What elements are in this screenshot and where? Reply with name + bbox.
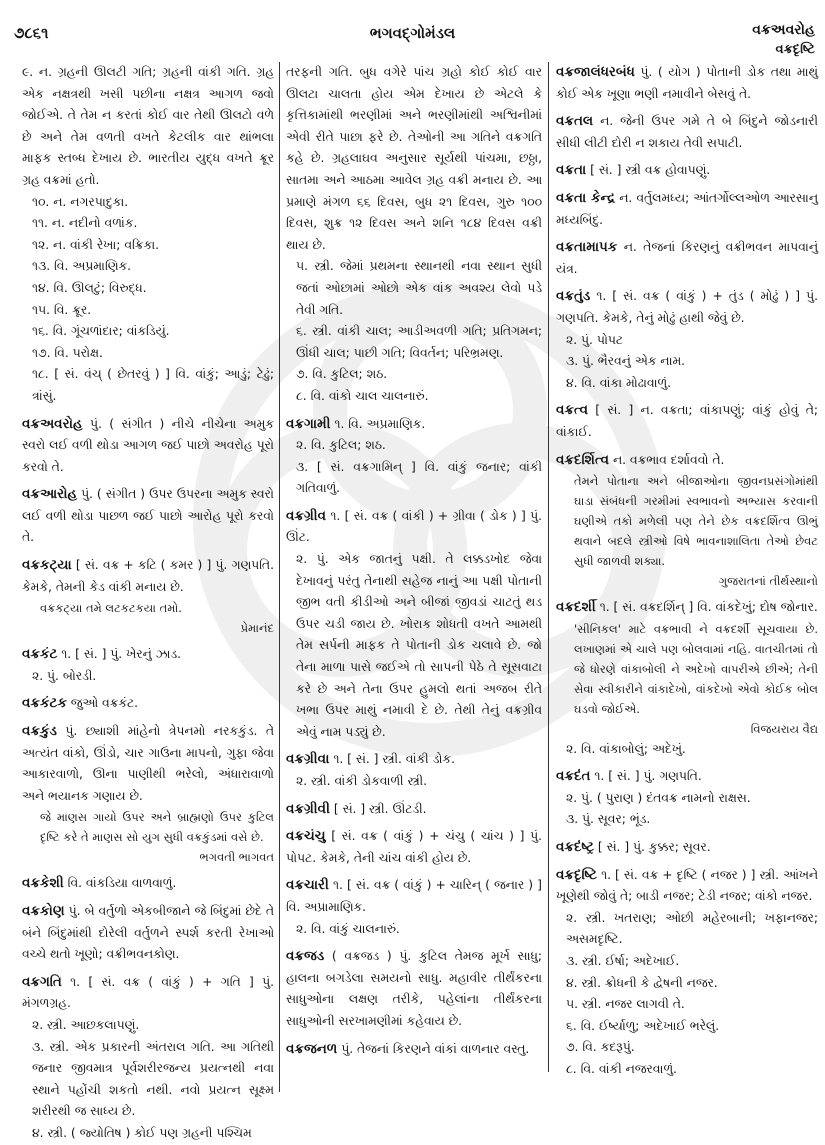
dictionary-entry (22, 873, 274, 895)
citation-quote: તેમને પોતાના અને બીજાઓના જીવનપ્રસંગોમાંથી ઘાડા સંબંધની ગરમીમાં સ્વભાવનો અભ્યાસ કરવાની ઘણીએ તકો મળેલી પણ તેને છેક વક્રદર્શિત્વ ઊભું થવાને બદલે સ્ત્રીઓ વિષે ભાવનાશાલિતા તેઓ છેવટ સુધી જાળવી શક્યા. (574, 474, 818, 569)
sense-text: પું. ( સંગીત ) નીચે નીચેના અમુક સ્વરો લઈ વળી થોડા આગળ જઈ પાછો અવરોહ પૂરો કરવો તે. (22, 416, 274, 474)
sense-line: ૨. પું. ( પુરાણ ) દંતવક્ર નામનો રાક્ષસ. (566, 790, 751, 805)
sense-line: ૯. ન. ગ્રહની ઊલટી ગતિ; ગ્રહની વાંકી ગતિ. ગ્રહ એક નક્ષત્રથી ખસી પછીના નક્ષત્ર આગળ જવો જોઈએ. તે તેમ ન કરતાં કોઈ વાર તેથી ઊલટો વળે છે અને તેમ વળતી વખતે કેટલીક વાર થાંભલા માફક સ્તબ્ધ દેખાય છે. ભારતીય યુદ્ધ વખતે ક્રૂર ગ્રહ વક્રમાં હતો. (22, 65, 274, 187)
dictionary-entry (286, 1039, 542, 1061)
headword: વક્રદંષ્ટ્ર (556, 839, 594, 856)
sense-line: ૨. સ્ત્રી. આછકલાપણું. (32, 1017, 140, 1032)
dictionary-entry (556, 237, 818, 280)
dictionary-title: ભગવદ્ગોમંડલ (369, 24, 456, 42)
dictionary-entry (556, 450, 818, 592)
sense-text: [ સં. ] પું. કુક્કર; સૂવર. (597, 840, 711, 855)
page-number: ૭૮૬૧ (14, 24, 49, 42)
sense-line: ૬. વિ. ઈર્ષ્યાળુ; અદેખાઈ ભરેલું. (566, 1018, 720, 1033)
dictionary-entry (286, 946, 542, 1032)
sense-line: ૧૧. ન. નદીનો વળાંક. (32, 216, 138, 231)
sense-text: ૧. [ સં. ] સ્ત્રી. વાંકી ડોક. (333, 752, 455, 767)
sense-line: ૩. [ સં. વક્રગામિન્ ] વિ. વાંકું જનાર; વાંકી ગતિવાળું. (296, 459, 542, 496)
dictionary-entry (556, 766, 818, 831)
column-2 (286, 62, 542, 1097)
guide-word-first: વક્રઅવરોહ (752, 22, 815, 38)
headword: વક્રગતિ (22, 973, 62, 990)
sense-text: પું. છ્યાશી માંહેનો ત્રેપનમો નરકકુંડ. તે અત્યંત વાંકો, ઊંડો, ચાર ગાઉના માપનો, ગુફા જેવા આકારવાળો, ઊના પાણીથી ભરેલો, અંધારાવાળો અને ભયાનક ગણાય છે. (22, 724, 274, 803)
headword: વક્રગ્રીવી (286, 800, 330, 817)
sense-text: પું. ( સંગીત ) ઉપર ઉપરના અમુક સ્વરો લઈ વળી થોડા પાછળ જઈ પાછો આરોહ પૂરો કરવો તે. (22, 487, 274, 545)
sense-text: ન. તેજનાં કિરણનું વક્રીભવન માપવાનું યંત્ર. (556, 240, 818, 276)
headword: વક્રતામાપક (556, 239, 618, 256)
citation-quote: 'સીનિકલ' માટે વક્રભાવી ને વક્રદર્શી સૂચવાયા છે. લખાણમાં એ ચાલે પણ બોલવામાં નહિ. વાતચીતમાં તો જે ધોરણે વાંકાબોલી ને અદેખો વાપરીએ છીએ; તેની સેવા સ્વીકારીને વાંકાદેખો, વાંકદેખો એવો કોઈક બોલ ઘડવો જોઈએ. (574, 621, 818, 716)
headword: વક્રકુંડ (22, 723, 57, 740)
sense-line: ૨. વિ. વાંકાબોલું; અદેખું. (566, 741, 686, 756)
sense-text: [ સં. ] સ્ત્રી. ઊંટડી. (333, 801, 427, 816)
guide-word-last: વક્રદૃષ્ટિ (775, 42, 815, 57)
sense-text: ૧. [ સં. વક્ર ( વાંકી ) + ગ્રીવા ( ડોક ) ] પું. ઊંટ. (286, 508, 542, 545)
headword: વક્રકેશી (22, 875, 64, 892)
headword: વક્રચંચુ (286, 828, 326, 845)
headword: વક્રતા (556, 162, 587, 179)
sense-text: ન. વર્તુલમધ્ય; આંતર્ગોલ્લઓળ આરસાનુ મધ્યબિંદુ. (556, 190, 818, 227)
sense-line: ૨. પું. પોપટ (566, 332, 624, 347)
sense-text: ન. જેની ઉપર ગમે તે બે બિંદુને જોડનારી સીધી લીટી દોરી ન શકાય તેવી સપાટી. (556, 114, 818, 150)
headword: વક્રદૃષ્ટિ (556, 866, 597, 883)
dictionary-entry (556, 837, 818, 859)
dictionary-entry (22, 484, 274, 549)
sense-line: ૩. પું. સૂવર; ભૂંડ. (566, 812, 651, 827)
dictionary-entry (22, 644, 274, 687)
sense-line: ૭. વિ. કદરૂપું. (566, 1040, 635, 1055)
headword: વક્રગ્રીવ (286, 507, 327, 524)
sense-line: ૪. વિ. વાંકા મોઢાવાળું. (566, 375, 672, 390)
sense-text: ( વક્રજડ ) પું. કુટિલ તેમજ મૂર્ખ સાધુ; હાલના બગડેલા સમયનો સાધુ. મહાવીર તીર્થંકરના સાધુઓના લક્ષણ તરીકે, પહેલાંના તીર્થંકરના સાધુઓની સરખામણીમાં કહેવાય છે. (286, 949, 542, 1028)
headword: વક્રદર્શિત્વ (556, 451, 610, 468)
sense-line: ૨. પું. એક જાતનું પક્ષી. તે લક્કડખોદ જેવા દેખાવનું પરંતુ તેનાથી સહેજ નાનું આ પક્ષી પોતાની જીભ વતી કીડીઓ અને બીજાં જીવડાં ચાટતું થડ ઉપર ચડી જાય છે. ખોરાક શોધતી વખતે આમથી તેમ સર્પની માફક તે પોતાની ડોક ચલાવે છે. જો તેના માળા પાસે જઈએ તો સાપની પેઠે તે સૂસવાટા કરે છે અને તેના ઉપર હુમલો થતાં અજબ રીતે ખભા ઉપર માથું નમાવી દે છે. તેથી તેનું વક્રગ્રીવ એવું નામ પડ્યું છે. (296, 552, 542, 739)
sense-text: વિ. વાંકડિયા વાળવાળું. (67, 876, 177, 891)
sense-line: ૨. પું. બોરડી. (32, 668, 97, 683)
sense-text: ૧. [ સં. વક્ર + દૃષ્ટિ ( નજર ) ] સ્ત્રી. આંખને ખૂણેથી જોવું તે; બાડી નજર; ટેડી નજર; વાંકો નજર. (556, 867, 818, 904)
sense-text: [ સં. ] ન. વક્રતા; વાંકાપણું; વાંકું હોવું તે; વાંકાઈ. (556, 403, 818, 439)
column-3 (556, 62, 818, 1097)
dictionary-entry (556, 597, 818, 760)
dictionary-entry (286, 799, 542, 821)
dictionary-entry (556, 865, 818, 1081)
dictionary-entry (286, 414, 542, 500)
sense-text: [ સં. ] સ્ત્રી વક્ર હોવાપણું. (590, 163, 711, 178)
page-header (0, 0, 825, 60)
sense-text: જુઓ વક્રકંટ. (70, 696, 139, 711)
citation-source: ભગવતી ભાગવત (199, 850, 274, 865)
dictionary-entry (286, 749, 542, 792)
dictionary-entry (556, 62, 818, 105)
sense-line: ૮. વિ. વાંકી નજરવાળું. (566, 1062, 677, 1076)
headword: વક્રઆરોહ (22, 486, 78, 503)
dictionary-entry (286, 875, 542, 940)
dictionary-entry (22, 414, 274, 479)
headword: વક્રઅવરોહ (22, 415, 83, 432)
sense-line: ૪. સ્ત્રી. ( જ્યોતિષ ) કોઈ પણ ગ્રહની પશ્ચિમ (32, 1125, 252, 1140)
sense-text: પું. તેજનાં કિરણને વાંકાં વાળનાર વસ્તુ. (341, 1041, 530, 1056)
column-1 (22, 62, 274, 1140)
dictionary-entry (22, 555, 274, 638)
sense-text: ૧. [ સં. વક્ર ( વાંકું ) + ગતિ ] પું. મંગળગ્રહ. (22, 974, 274, 1011)
dictionary-entry (22, 693, 274, 715)
sense-line: ૧૮. [ સં. વંચ્ ( છેતરવું ) ] વિ. વાંકું; આડું; ટેઢું; ત્રાંસું. (32, 367, 274, 403)
sense-text: ૧. વિ. અપ્રમાણિક. (334, 416, 426, 431)
sense-line: ૫. સ્ત્રી. નજર લાગવી તે. (566, 997, 685, 1012)
headword: વક્રત્વ (556, 402, 588, 419)
sense-line: ૫. સ્ત્રી. જેમાં પ્રથમના સ્થાનથી નવા સ્થાન સુધી જતાં ઓછામાં ઓછો એક વાંક અવશ્ય લેવો પડે તેવી ગતિ. (296, 259, 542, 317)
dictionary-entry (556, 111, 818, 154)
headword: વક્રદર્શી (556, 599, 596, 616)
dictionary-entry (556, 286, 818, 394)
headword: વક્રજડ (286, 948, 325, 965)
entry-continuation (22, 62, 274, 408)
sense-line: ૧૭. વિ. પરોક્ષ. (32, 345, 103, 360)
sense-line: ૧૪. વિ. ઊલટું; વિરુદ્ધ. (32, 280, 147, 295)
sense-text: ૧. [ સં. ] પું. ખેરનું ઝાડ. (61, 647, 182, 662)
sense-line: ૨. સ્ત્રી. ખતરાણ; ઓછી મહેરબાની; ખફાનજર; અસમદૃષ્ટિ. (566, 910, 818, 947)
headword: વક્રગામી (286, 415, 331, 432)
sense-line: ૨. વિ. વાંકું ચાલનારું. (296, 921, 400, 936)
headword: વક્રતલ (556, 113, 594, 130)
headword: વક્રકટ્યા (22, 557, 72, 574)
sense-line: ૩. પું. ભૈરવનું એક નામ. (566, 354, 686, 369)
headword: વક્રચારી (286, 877, 329, 894)
dictionary-entry (286, 506, 542, 744)
sense-line: ૨. સ્ત્રી. વાંકી ડોકવાળી સ્ત્રી. (296, 774, 428, 788)
citation-source: વિજયરાય વૈદ્ય (750, 721, 818, 736)
sense-line: ૧૬. વિ. ગૂંચળાંદાર; વાંકડિયું. (32, 324, 170, 339)
entry-continuation (286, 62, 542, 408)
sense-text: ૧. [ સં. વક્ર ( વાંકું ) + ચારિન્ ( જનાર ) ] વિ. અપ્રામાણિક. (286, 878, 542, 914)
sense-line: ૧૦. ન. નગરપાદુકા. (32, 194, 129, 209)
sense-text: [ સં. વક્ર + કટિ ( કમર ) ] પું. ગણપતિ. કેમકે, તેમની કેડ વાંકી મનાય છે. (22, 558, 274, 594)
sense-line: ૩. સ્ત્રી. ઈર્ષા; અદેખાઈ. (566, 954, 680, 969)
headword: વક્રતુંડ (556, 288, 591, 305)
headword: વક્રતા કેન્દ્ર (556, 189, 616, 206)
dictionary-entry (286, 826, 542, 869)
headword: વક્રકંટક (22, 695, 67, 712)
sense-line: ૩. સ્ત્રી. એક પ્રકારની અંતરાલ ગતિ. આ ગતિથી જનાર જીવમાત્ર પૂર્વશરીરજન્ય પ્રયત્નથી નવા સ્થાને પહોંચી શકતો નથી. નવો પ્રયત્ન સૂક્ષ્મ શરીરથી જ સાધ્ય છે. (32, 1039, 274, 1119)
dictionary-entry (22, 721, 274, 867)
sense-text: ન. વક્રભાવ દર્શાવવો તે. (612, 452, 725, 467)
dictionary-entry (22, 972, 274, 1145)
sense-line: ૭. વિ. કુટિલ; શઠ. (296, 367, 388, 382)
dictionary-entry (556, 400, 818, 443)
sense-text: પું. ( યોગ ) પોતાની ડોક તથા માથું કોઈ એક ખૂણા ભણી નમાવીને બેસવું તે. (556, 65, 818, 101)
sense-line: ૧૫. વિ. ક્રૂર. (32, 302, 92, 317)
headword: વક્રજાલંધરબંધ (556, 64, 635, 80)
headword: વક્રકંટ (22, 646, 58, 663)
sense-line: ૧૨. ન. વાંકી રેખા; વક્રિકા. (32, 237, 160, 252)
sense-line: ૧૩. વિ. અપ્રમાણિક. (32, 259, 132, 274)
sense-text: પું. બે વર્તુળો એકબીજાને જે બિંદુમાં છેદે તે બંને બિંદુમાંથી દોરેલી વર્તુળને સ્પર્શ કરતી રેખાઓ વચ્ચે થતો ખૂણો; વક્રીભવનકોણ. (22, 904, 274, 962)
sense-text: ૧. [ સં. વક્રદર્શિન્ ] વિ. વાંકદેખું; દોષ જોનાર. (599, 600, 818, 615)
dictionary-columns (0, 62, 825, 1140)
headword: વક્રગ્રીવા (286, 751, 330, 768)
sense-line: ૪. સ્ત્રી. ક્રોધની કે દ્વેષની નજર. (566, 975, 718, 990)
sense-line: ૮. વિ. વાંકો ચાલ ચાલનારું. (296, 388, 429, 403)
dictionary-entry (22, 901, 274, 966)
headword: વક્રકોણ (22, 903, 65, 919)
sense-line: તરફની ગતિ. બુધ વગેરે પાંચ ગ્રહો કોઈ કોઈ વાર ઊલટા ચાલતા હોય એમ દેખાય છે એટલે કે કૃત્તિકામાંથી ભરણીમાં અને ભરણીમાંથી અશ્વિનીમાં એવી રીતે પાછા ફરે છે. તેઓની આ ગતિને વક્રગતિ કહે છે. ગ્રહલાઘવ અનુસાર સૂર્યથી પાંચમા, છઠ્ઠા, સાતમા અને આઠમા આવેલ ગ્રહ વક્રી મનાય છે. આ પ્રમાણે મંગળ ૬૬ દિવસ, બુધ ૨૧ દિવસ, ગુરુ ૧૦૦ દિવસ, શુક્ર ૧૨ દિવસ અને શનિ ૧૮૪ દિવસ વક્રી થાય છે. (286, 65, 542, 252)
sense-line: ૨. વિ. કુટિલ; શઠ. (296, 438, 386, 453)
headword: વક્રજનળ (286, 1040, 338, 1057)
citation-source: ગુજરાતનાં તીર્થસ્થાનો (718, 574, 818, 589)
citation-quote: વક્રકટ્યા તમે લટકટકયા તમો. (40, 601, 182, 616)
sense-text: ૧. [ સં. ] પું. ગણપતિ. (594, 769, 702, 784)
sense-line: ૬. સ્ત્રી. વાંકી ચાલ; આડીઅવળી ગતિ; પ્રતિગમન; ઊંધી ચાલ; પાછી ગતિ; વિવર્તન; પરિભ્રમણ. (296, 324, 542, 360)
citation-quote: જે માણસ ગાયો ઉપર અને બ્રાહ્મણો ઉપર કુટિલ દૃષ્ટિ કરે તે માણસ સો યુગ સુધી વક્રકુંડમાં વસે છે. (40, 810, 274, 845)
sense-text: ૧. [ સં. વક્ર ( વાંકું ) + તુંડ ( મોઢું ) ] પું. ગણપતિ. કેમકે, તેનું મોઢું હાથી જેવું છે. (556, 289, 818, 325)
citation-source: પ્રેમાનંદ (240, 621, 274, 636)
dictionary-entry (556, 160, 818, 182)
dictionary-entry (556, 188, 818, 231)
headword: વક્રદંત (556, 768, 591, 785)
sense-text: [ સં. વક્ર ( વાંકું ) + ચંચુ ( ચાંચ ) ] પું. પોપટ. કેમકે, તેની ચાંચ વાંકી હોય છે. (286, 829, 542, 865)
